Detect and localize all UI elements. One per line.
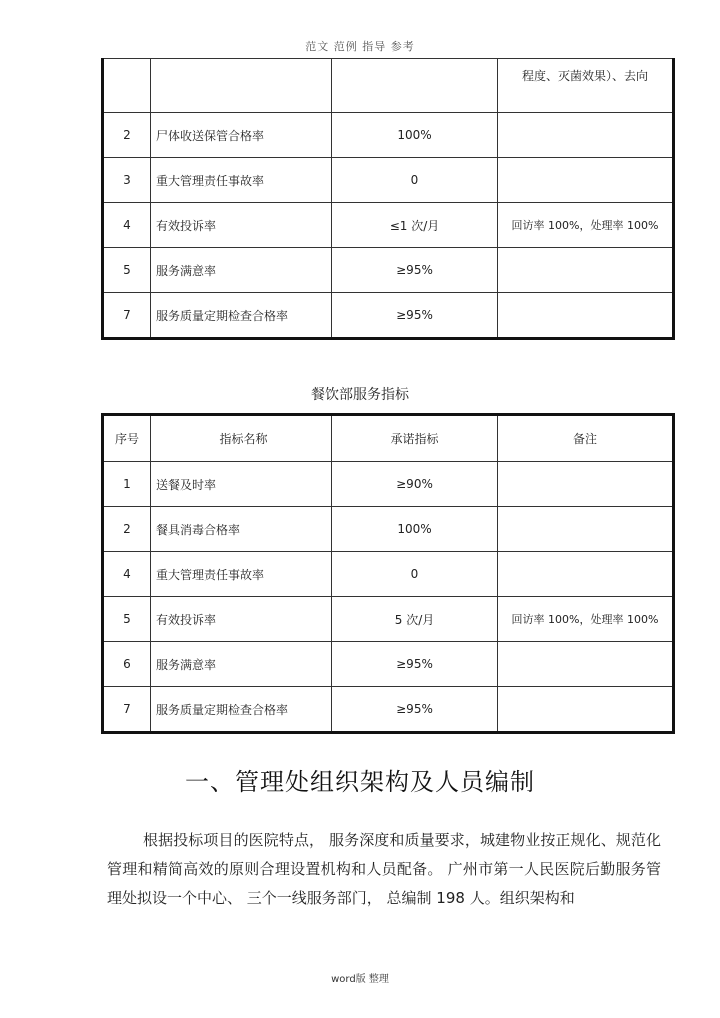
indicator-name-cell: 服务质量定期检查合格率: [151, 687, 332, 733]
target-cell: 0: [332, 552, 498, 597]
note-cell: 回访率 100%，处理率 100%: [498, 203, 674, 248]
index-cell: 4: [103, 552, 151, 597]
index-cell: 3: [103, 158, 151, 203]
table-row: [103, 507, 674, 552]
note-cell: [498, 293, 674, 339]
indicator-name-cell: 服务满意率: [151, 248, 332, 293]
target-cell: ≤1 次/月: [332, 203, 498, 248]
target-cell: ≥95%: [332, 248, 498, 293]
table-row: [103, 59, 674, 113]
index-cell: 7: [103, 687, 151, 733]
table-row: [103, 597, 674, 642]
catering-indicator-table: [101, 413, 675, 734]
table-row: [103, 203, 674, 248]
note-cell: [498, 462, 674, 507]
target-cell: [332, 59, 498, 113]
indicator-name-cell: 重大管理责任事故率: [151, 158, 332, 203]
note-cell: [498, 507, 674, 552]
index-cell: [103, 59, 151, 113]
target-cell: ≥95%: [332, 687, 498, 733]
index-cell: 2: [103, 113, 151, 158]
page-footer: word版 整理: [331, 974, 389, 985]
table-row: [103, 552, 674, 597]
index-cell: 7: [103, 293, 151, 339]
target-cell: 100%: [332, 507, 498, 552]
indicator-name-cell: 重大管理责任事故率: [151, 552, 332, 597]
table-row: [103, 687, 674, 733]
section-heading: 一、管理处组织架构及人员编制: [185, 768, 535, 796]
table-row: [103, 158, 674, 203]
target-cell: ≥95%: [332, 293, 498, 339]
catering-table-title: 餐饮部服务指标: [311, 387, 409, 403]
page-header: 范文 范例 指导 参考: [305, 40, 415, 53]
target-cell: 5 次/月: [332, 597, 498, 642]
index-cell: 6: [103, 642, 151, 687]
index-cell: 1: [103, 462, 151, 507]
indicator-name-cell: 送餐及时率: [151, 462, 332, 507]
note-cell: [498, 248, 674, 293]
table-header-row: [103, 415, 674, 462]
note-cell: 回访率 100%，处理率 100%: [498, 597, 674, 642]
index-cell: 2: [103, 507, 151, 552]
index-cell: 4: [103, 203, 151, 248]
note-cell: 程度、灭菌效果）、去向: [498, 59, 674, 113]
note-cell: [498, 687, 674, 733]
indicator-name-cell: 有效投诉率: [151, 203, 332, 248]
target-cell: ≥95%: [332, 642, 498, 687]
indicator-name-cell: 尸体收送保管合格率: [151, 113, 332, 158]
index-cell: 5: [103, 248, 151, 293]
indicator-name-cell: 服务满意率: [151, 642, 332, 687]
index-cell: 5: [103, 597, 151, 642]
indicator-name-cell: 餐具消毒合格率: [151, 507, 332, 552]
table-row: [103, 113, 674, 158]
indicator-name-cell: 服务质量定期检查合格率: [151, 293, 332, 339]
target-cell: 100%: [332, 113, 498, 158]
table-row: [103, 248, 674, 293]
header-index: 序号: [103, 415, 151, 462]
table-row: [103, 642, 674, 687]
service-indicator-table-continued: [101, 58, 675, 340]
note-cell: [498, 642, 674, 687]
header-note: 备注: [498, 415, 674, 462]
note-cell: [498, 552, 674, 597]
note-cell: [498, 113, 674, 158]
target-cell: ≥90%: [332, 462, 498, 507]
header-target: 承诺指标: [332, 415, 498, 462]
note-cell: [498, 158, 674, 203]
target-cell: 0: [332, 158, 498, 203]
table-row: [103, 293, 674, 339]
section-paragraph: 根据投标项目的医院特点， 服务深度和质量要求，城建物业按正规化、规范化管理和精简高效的原则合理设置机构和人员配备。 广州市第一人民医院后勤服务管理处拟设一个中心、 三个一线服务部门， 总编制 198 人。组织架构和: [107, 831, 661, 907]
indicator-name-cell: 有效投诉率: [151, 597, 332, 642]
table-row: [103, 462, 674, 507]
indicator-name-cell: [151, 59, 332, 113]
header-indicator-name: 指标名称: [151, 415, 332, 462]
